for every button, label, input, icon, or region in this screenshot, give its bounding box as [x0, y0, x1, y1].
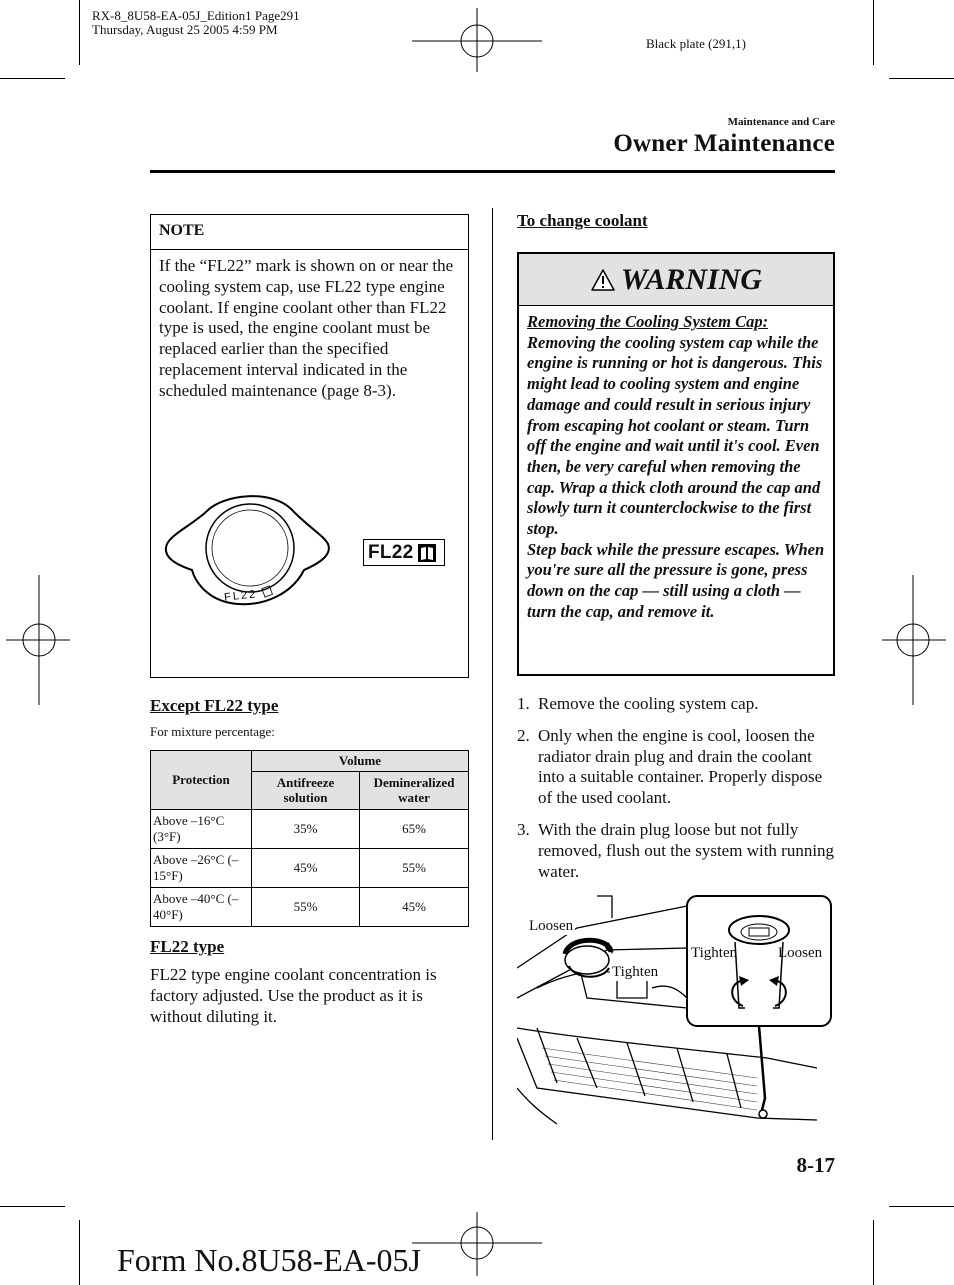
- warning-header: [519, 254, 833, 306]
- except-fl22-heading: Except FL22 type: [150, 696, 279, 715]
- crop-mark: [0, 78, 65, 79]
- list-item: [517, 694, 835, 715]
- water-cell: 55%: [360, 848, 469, 887]
- warning-triangle-icon: [590, 268, 616, 292]
- crop-mark: [79, 1220, 80, 1285]
- cap-fl22-mark: FL22: [223, 588, 258, 604]
- section-label: Maintenance and Care: [727, 116, 835, 128]
- slug-plate: Black plate (291,1): [646, 36, 746, 51]
- water-cell: 65%: [360, 809, 469, 848]
- fl22-type-text: FL22 type engine coolant concentration is factory adjusted. Use the product as it is without diluting it.: [150, 965, 437, 1026]
- inset-label-tighten: Tighten: [691, 945, 738, 961]
- column-divider: [492, 208, 493, 1140]
- step-number: 2.: [517, 725, 530, 745]
- note-text: If the “FL22” mark is shown on or near the cooling system cap, use FL22 type engine coolant. If engine coolant other than FL22 type is used, the engine coolant must be replaced earlier than the specified replacement interval indicated in the scheduled maintenance (page 8-3).: [159, 256, 454, 400]
- table-row: [151, 887, 469, 926]
- header-rule: [150, 170, 835, 173]
- manual-book-icon: [417, 543, 437, 563]
- step-text: Remove the cooling system cap.: [538, 694, 759, 713]
- step-number: 3.: [517, 819, 530, 839]
- mixture-table: [150, 750, 469, 927]
- crop-mark: [0, 1206, 65, 1207]
- crop-mark: [873, 1220, 874, 1285]
- step-number: 1.: [517, 694, 530, 713]
- slug-file-line: RX-8_8U58-EA-05J_Edition1 Page291: [92, 8, 300, 23]
- page-title: Owner Maintenance: [613, 130, 835, 157]
- registration-mark: [412, 8, 542, 72]
- protection-cell: Above –40°C (–40°F): [151, 887, 252, 926]
- registration-mark: [6, 575, 70, 705]
- mixture-caption: For mixture percentage:: [150, 724, 275, 739]
- warning-subheading: Removing the Cooling System Cap:: [527, 312, 769, 331]
- protection-cell: Above –16°C (3°F): [151, 809, 252, 848]
- radiator-cap-illustration: [164, 490, 334, 610]
- figure-label-tighten: Tighten: [612, 964, 659, 980]
- fl22-type-heading: FL22 type: [150, 937, 225, 956]
- crop-mark: [873, 0, 874, 65]
- antifreeze-cell: 55%: [252, 887, 360, 926]
- crop-mark: [889, 78, 954, 79]
- col-volume-header: Volume: [252, 751, 469, 772]
- table-row: [151, 848, 469, 887]
- slug-date-line: Thursday, August 25 2005 4:59 PM: [92, 22, 278, 37]
- table-row: [151, 809, 469, 848]
- note-heading: NOTE: [151, 215, 468, 250]
- col-protection-header: Protection: [151, 751, 252, 810]
- list-item: [517, 726, 835, 809]
- crop-mark: [889, 1206, 954, 1207]
- crop-mark: [79, 0, 80, 65]
- page-number: 8-17: [796, 1153, 835, 1177]
- col-antifreeze-header: Antifreeze solution: [252, 771, 360, 809]
- registration-mark: [882, 575, 946, 705]
- col-water-header: Demineralized water: [360, 771, 469, 809]
- warning-body: [519, 306, 833, 629]
- figure-label-loosen: Loosen: [529, 918, 574, 934]
- fl22-badge: [363, 539, 445, 566]
- change-coolant-heading: To change coolant: [517, 211, 648, 230]
- step-text: Only when the engine is cool, loosen the radiator drain plug and drain the coolant into a suitable container. Properly dispose of the used coolant.: [538, 725, 823, 808]
- registration-mark: [412, 1212, 542, 1276]
- warning-text-2: Step back while the pressure escapes. When you're sure all the pressure is gone, press down on the cap — still using a cloth — turn the cap, and remove it.: [527, 539, 825, 621]
- inset-label-loosen: Loosen: [778, 945, 823, 961]
- warning-box: [517, 252, 835, 676]
- antifreeze-cell: 35%: [252, 809, 360, 848]
- step-text: With the drain plug loose but not fully removed, flush out the system with running water.: [538, 819, 835, 881]
- antifreeze-cell: 45%: [252, 848, 360, 887]
- fl22-badge-label: FL22: [368, 541, 414, 563]
- procedure-steps: [517, 694, 835, 893]
- water-cell: 45%: [360, 887, 469, 926]
- list-item: [517, 820, 835, 882]
- warning-title: WARNING: [620, 262, 763, 296]
- form-number: Form No.8U58-EA-05J: [117, 1242, 421, 1278]
- warning-text: Removing the cooling system cap while the engine is running or hot is dangerous. This might lead to cooling system and engine damage and could result in serious injury from escaping hot coolant or steam. Turn off the engine and wait until it's cool. Even then, be very careful when removing the cap. Wrap a thick cloth around the cap and slowly turn it counterclockwise to the first stop.: [527, 332, 823, 539]
- protection-cell: Above –26°C (–15°F): [151, 848, 252, 887]
